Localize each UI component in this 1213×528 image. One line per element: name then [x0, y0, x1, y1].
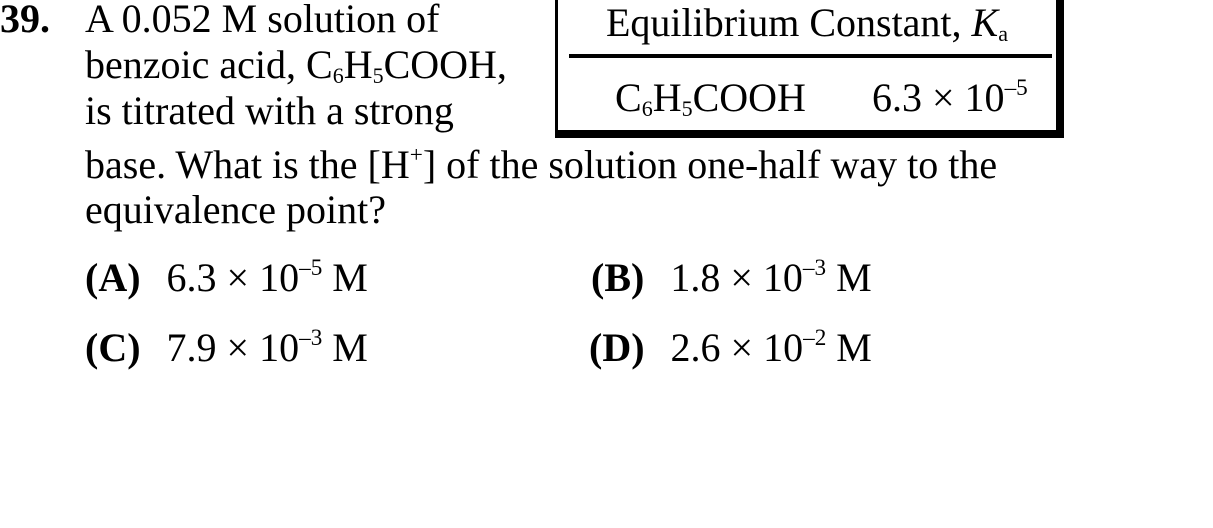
stem-line-5: equivalence point?	[85, 187, 386, 232]
stem-line-1: A 0.052 M solution of	[85, 0, 440, 41]
choice-c-letter: (C)	[85, 325, 141, 370]
choice-b-letter: (B)	[591, 255, 645, 300]
question-number: 39.	[0, 0, 50, 41]
choice-c-value: $7.9 \times 10^{-3}$ M	[166, 325, 368, 370]
stem-line-4: base. What is the [H+] of the solution one-half way to the	[85, 142, 998, 187]
ka-table-species: $C_6H_5COOH$	[615, 75, 806, 121]
choice-d-value: $2.6 \times 10^{-2}$ M	[670, 325, 872, 370]
choice-b[interactable]	[591, 255, 872, 301]
stem-line-3: is titrated with a strong	[85, 88, 454, 133]
choice-c[interactable]	[85, 325, 368, 371]
ka-table-divider	[569, 54, 1052, 58]
benzoic-acid-formula: $C_6H_5COOH$,	[306, 42, 507, 88]
ka-table	[555, 0, 1064, 138]
choice-a-value: $6.3 \times 10^{-5}$ M	[166, 255, 368, 300]
choice-a[interactable]	[85, 255, 368, 301]
h-plus-superscript: +	[409, 142, 423, 169]
choice-b-value: $1.8 \times 10^{-3}$ M	[670, 255, 872, 300]
stem-line-2	[85, 42, 507, 88]
choice-d-letter: (D)	[589, 325, 645, 370]
choice-a-letter: (A)	[85, 255, 141, 300]
choice-d[interactable]	[589, 325, 872, 371]
ka-table-value: $6.3 \times 10^{-5}$	[872, 75, 1028, 120]
stem-line-2-text: benzoic acid,	[85, 42, 306, 87]
ka-table-header: Equilibrium Constant, $K_a$	[606, 0, 1008, 46]
